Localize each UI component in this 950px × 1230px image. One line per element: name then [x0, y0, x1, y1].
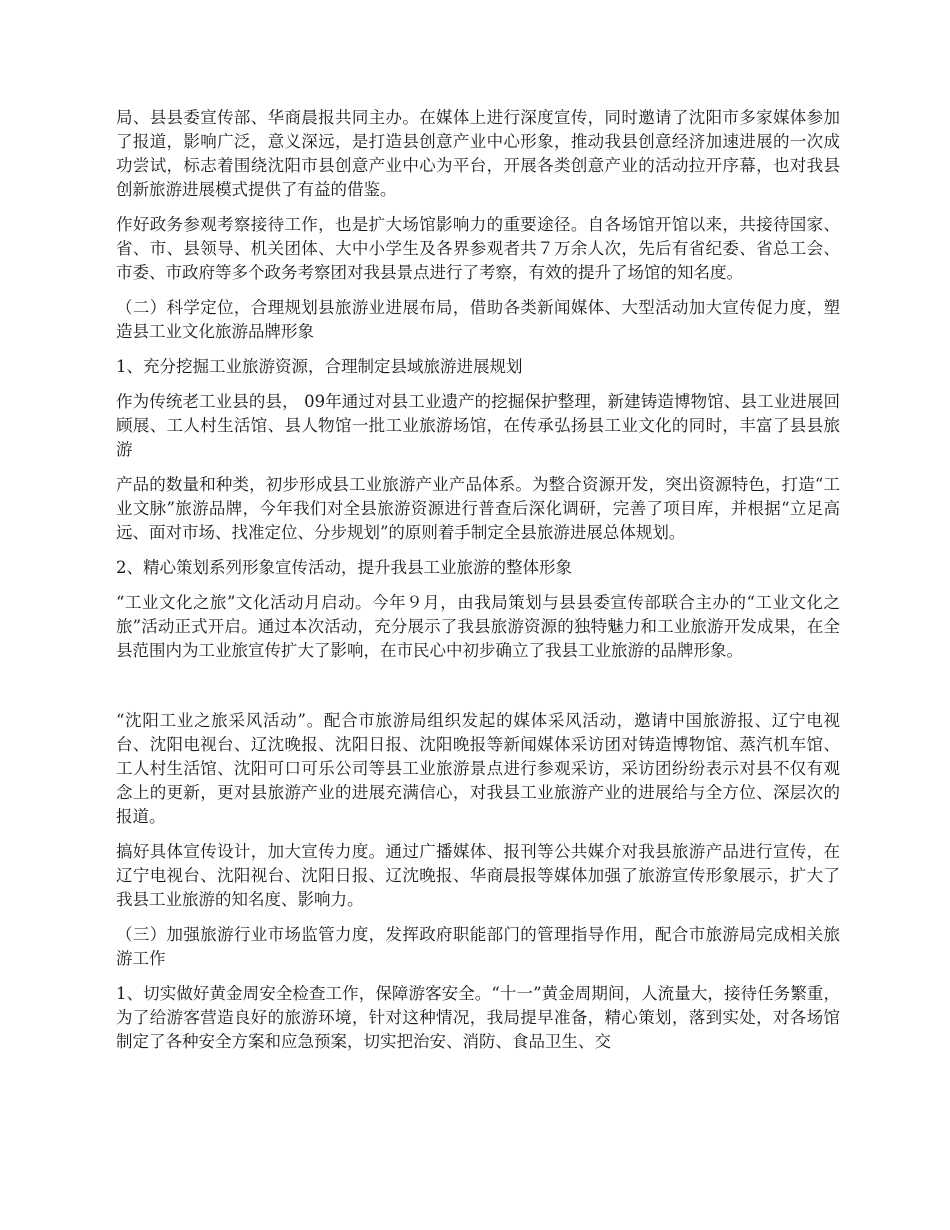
section-heading-3: （三）加强旅游行业市场监管力度，发挥政府职能部门的管理指导作用，配合市旅游局完成相关旅游工作	[116, 925, 840, 968]
paragraph-industrial-heritage: 作为传统老工业县的县， 09年通过对县工业遗产的挖掘保护整理，新建铸造博物馆、县工业进展回顾展、工人村生活馆、县人物馆一批工业旅游场馆，在传承弘扬县工业文化的同时，丰富了县县旅游	[116, 392, 840, 459]
document-page	[116, 106, 840, 1065]
paragraph-reception-work: 作好政务参观考察接待工作，也是扩大场馆影响力的重要途径。自各场馆开馆以来，共接待国家、省、市、县领导、机关团体、大中小学生及各界参观者共７万余人次，先后有省纪委、省总工会、市委、市政府等多个政务考察团对我县景点进行了考察，有效的提升了场馆的知名度。	[116, 215, 840, 282]
subheading-1: 1、充分挖掘工业旅游资源，合理制定县域旅游进展规划	[116, 357, 523, 376]
paragraph-culture-month: “工业文化之旅”文化活动月启动。今年９月，由我局策划与县县委宣传部联合主办的“工业文化之旅”活动正式开启。通过本次活动，充分展示了我县旅游资源的独特魅力和工业旅游开发成果，在全县范围内为工业旅宣传扩大了影响，在市民心中初步确立了我县工业旅游的品牌形象。	[116, 593, 840, 660]
subheading-2: 2、精心策划系列形象宣传活动，提升我县工业旅游的整体形象	[116, 558, 572, 577]
paragraph-intro-continuation: 局、县县委宣传部、华商晨报共同主办。在媒体上进行深度宣传，同时邀请了沈阳市多家媒体参加了报道，影响广泛，意义深远，是打造县创意产业中心形象，推动我县创意经济加速进展的一次成功尝试，标志着围绕沈阳市县创意产业中心为平台，开展各类创意产业的活动拉开序幕，也对我县创新旅游进展模式提供了有益的借鉴。	[116, 108, 840, 199]
paragraph-media-tour: “沈阳工业之旅采风活动”。配合市旅游局组织发起的媒体采风活动，邀请中国旅游报、辽宁电视台、沈阳电视台、辽沈晚报、沈阳日报、沈阳晚报等新闻媒体采访团对铸造博物馆、蒸汽机车馆、工人村生活馆、沈阳可口可乐公司等县工业旅游景点进行参观采访，采访团纷纷表示对县不仅有观念上的更新，更对县旅游产业的进展充满信心，对我县工业旅游产业的进展给与全方位、深层次的报道。	[116, 711, 840, 826]
paragraph-publicity-design: 搞好具体宣传设计，加大宣传力度。通过广播媒体、报刊等公共媒介对我县旅游产品进行宣传，在辽宁电视台、沈阳视台、沈阳日报、辽沈晚报、华商晨报等媒体加强了旅游宣传形象展示，扩大了我县工业旅游的知名度、影响力。	[116, 842, 840, 909]
section-heading-2: （二）科学定位，合理规划县旅游业进展布局，借助各类新闻媒体、大型活动加大宣传促力度，塑造县工业文化旅游品牌形象	[116, 298, 840, 341]
paragraph-golden-week-safety: 1、切实做好黄金周安全检查工作，保障游客安全。“十一”黄金周期间，人流量大，接待任务繁重，为了给游客营造良好的旅游环境，针对这种情况，我局提早准备，精心策划，落到实处，对各场馆制定了各种安全方案和应急预案，切实把治安、消防、食品卫生、交	[116, 984, 840, 1051]
paragraph-product-system: 产品的数量和种类，初步形成县工业旅游产业产品体系。为整合资源开发，突出资源特色，打造“工业文脉”旅游品牌，今年我们对全县旅游资源进行普查后深化调研，完善了项目库，并根据“立足高远、面对市场、找准定位、分步规划”的原则着手制定全县旅游进展总体规划。	[116, 475, 840, 542]
